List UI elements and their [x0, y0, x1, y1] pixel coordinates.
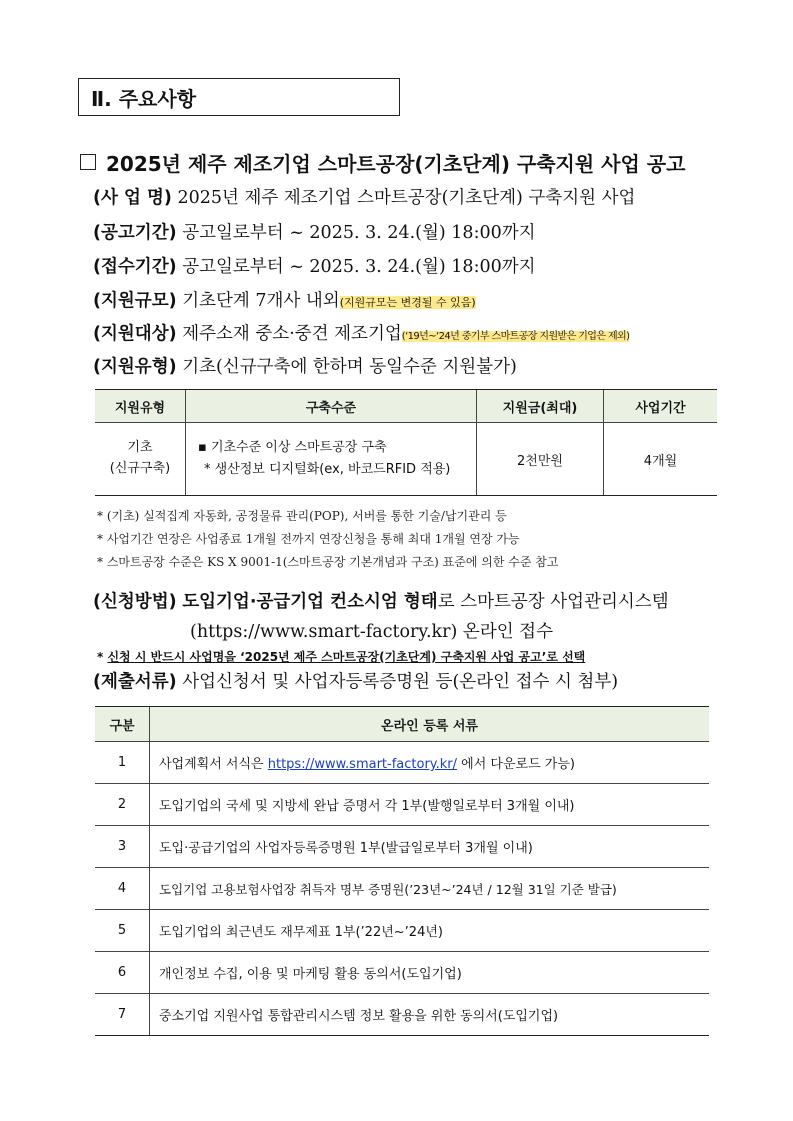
row-number: 3: [95, 826, 150, 868]
scale-note: (지원규모는 변경될 수 있음): [339, 296, 476, 309]
type-line1: 기초: [127, 440, 153, 456]
warning-note: [97, 648, 585, 665]
type-line2: (신규구축): [109, 461, 171, 476]
headline-text: 2025년 제주 제조기업 스마트공장(기초단계) 구축지원 사업 공고: [106, 152, 686, 176]
docs-table-header: [95, 707, 709, 742]
type-cell: [95, 423, 186, 496]
support-table-header: [95, 390, 717, 423]
row-description: 도입기업의 국세 및 지방세 완납 증명서 각 1부(발행일로부터 3개월 이내): [150, 784, 710, 826]
note-1: * (기초) 실적집계 자동화, 공정물류 관리(POP), 서버를 통한 기술/납기관리 등: [97, 509, 507, 523]
level-cell: [186, 423, 477, 496]
header-type: 지원유형: [95, 390, 186, 423]
table-row: [95, 910, 709, 952]
table-row: [95, 826, 709, 868]
row-description: 도입기업 고용보험사업장 취득자 명부 증명원(’23년~’24년 / 12월 31일 기준 발급): [150, 868, 710, 910]
period-cell: 4개월: [604, 423, 718, 496]
table-row: [95, 784, 709, 826]
notice-period-label: (공고기간): [93, 223, 177, 243]
amount-cell: 2천만원: [477, 423, 604, 496]
business-name-label: (사 업 명): [93, 188, 172, 208]
section-title: Ⅱ. 주요사항: [78, 78, 400, 116]
row-number: 7: [95, 994, 150, 1036]
type-value: 기초(신규구축에 한하며 동일수준 지원불가): [182, 357, 517, 377]
header-documents: 온라인 등록 서류: [150, 707, 710, 742]
table-row: [95, 742, 709, 784]
target-value: 제주소재 중소·중견 제조기업: [182, 324, 402, 344]
header-category: 구분: [95, 707, 150, 742]
row-number: 5: [95, 910, 150, 952]
apply-row: [93, 588, 669, 613]
target-row: [93, 320, 629, 345]
documents-row: [93, 668, 618, 693]
row-description: 도입·공급기업의 사업자등록증명원 1부(발급일로부터 3개월 이내): [150, 826, 710, 868]
scale-row: [93, 287, 476, 312]
business-name-value: 2025년 제주 제조기업 스마트공장(기초단계) 구축지원 사업: [177, 188, 636, 208]
level-line2: * 생산정보 디지털화(ex, 바코드RFID 적용): [204, 462, 451, 477]
note-2: * 사업기간 연장은 사업종료 1개월 전까지 연장신청을 통해 최대 1개월 연장 가능: [97, 532, 520, 546]
notice-period-row: [93, 219, 536, 244]
apply-line2: (https://www.smart-factory.kr) 온라인 접수: [190, 622, 553, 642]
scale-value: 기초단계 7개사 내외: [182, 291, 340, 311]
smart-factory-link[interactable]: https://www.smart-factory.kr/: [267, 757, 458, 772]
table-row: [95, 868, 709, 910]
checkbox-square-icon: [80, 154, 96, 170]
apply-label: (신청방법): [93, 592, 177, 612]
row-number: 4: [95, 868, 150, 910]
row-description: [150, 742, 710, 784]
headline: [80, 148, 770, 177]
receipt-period-label: (접수기간): [93, 257, 177, 277]
table-row: [95, 952, 709, 994]
support-table: [95, 389, 717, 496]
receipt-period-value: 공고일로부터 ~ 2025. 3. 24.(월) 18:00까지: [182, 257, 536, 277]
header-amount: 지원금(최대): [477, 390, 604, 423]
warning-prefix: *: [97, 650, 108, 664]
receipt-period-row: [93, 253, 536, 278]
row-number: 6: [95, 952, 150, 994]
header-level: 구축수준: [186, 390, 477, 423]
warning-text: 신청 시 반드시 사업명을 ‘2025년 제주 스마트공장(기초단계) 구축지원 사업 공고’로 선택: [107, 650, 586, 664]
header-period: 사업기간: [604, 390, 718, 423]
scale-label: (지원규모): [93, 291, 177, 311]
documents-label: (제출서류): [93, 672, 177, 692]
table-row: [95, 994, 709, 1036]
docs-table: [95, 706, 709, 1036]
level-line1: ▪ 기초수준 이상 스마트공장 구축: [198, 439, 387, 455]
row1-text-after: 에서 다운로드 가능): [457, 757, 575, 772]
row-description: 개인정보 수집, 이용 및 마케팅 활용 동의서(도입기업): [150, 952, 710, 994]
type-row: [93, 353, 517, 378]
type-label: (지원유형): [93, 357, 177, 377]
note-3: * 스마트공장 수준은 KS X 9001-1(스마트공장 기본개념과 구조) 표준에 의한 수준 참고: [97, 555, 559, 569]
row-description: 중소기업 지원사업 통합관리시스템 정보 활용을 위한 동의서(도입기업): [150, 994, 710, 1036]
table-row: [95, 423, 717, 496]
row1-text-before: 사업계획서 서식은: [159, 757, 268, 772]
row-number: 1: [95, 742, 150, 784]
business-name-row: [93, 184, 635, 209]
row-number: 2: [95, 784, 150, 826]
apply-bold: 도입기업·공급기업 컨소시엄 형태: [182, 592, 438, 612]
notice-period-value: 공고일로부터 ~ 2025. 3. 24.(월) 18:00까지: [182, 223, 536, 243]
documents-value: 사업신청서 및 사업자등록증명원 등(온라인 접수 시 첨부): [182, 672, 619, 692]
target-note: (‘19년~‘24년 중기부 스마트공장 지원받은 기업은 제외): [401, 331, 630, 342]
row-description: 도입기업의 최근년도 재무제표 1부(’22년~’24년): [150, 910, 710, 952]
apply-rest: 로 스마트공장 사업관리시스템: [437, 592, 669, 612]
target-label: (지원대상): [93, 324, 177, 344]
